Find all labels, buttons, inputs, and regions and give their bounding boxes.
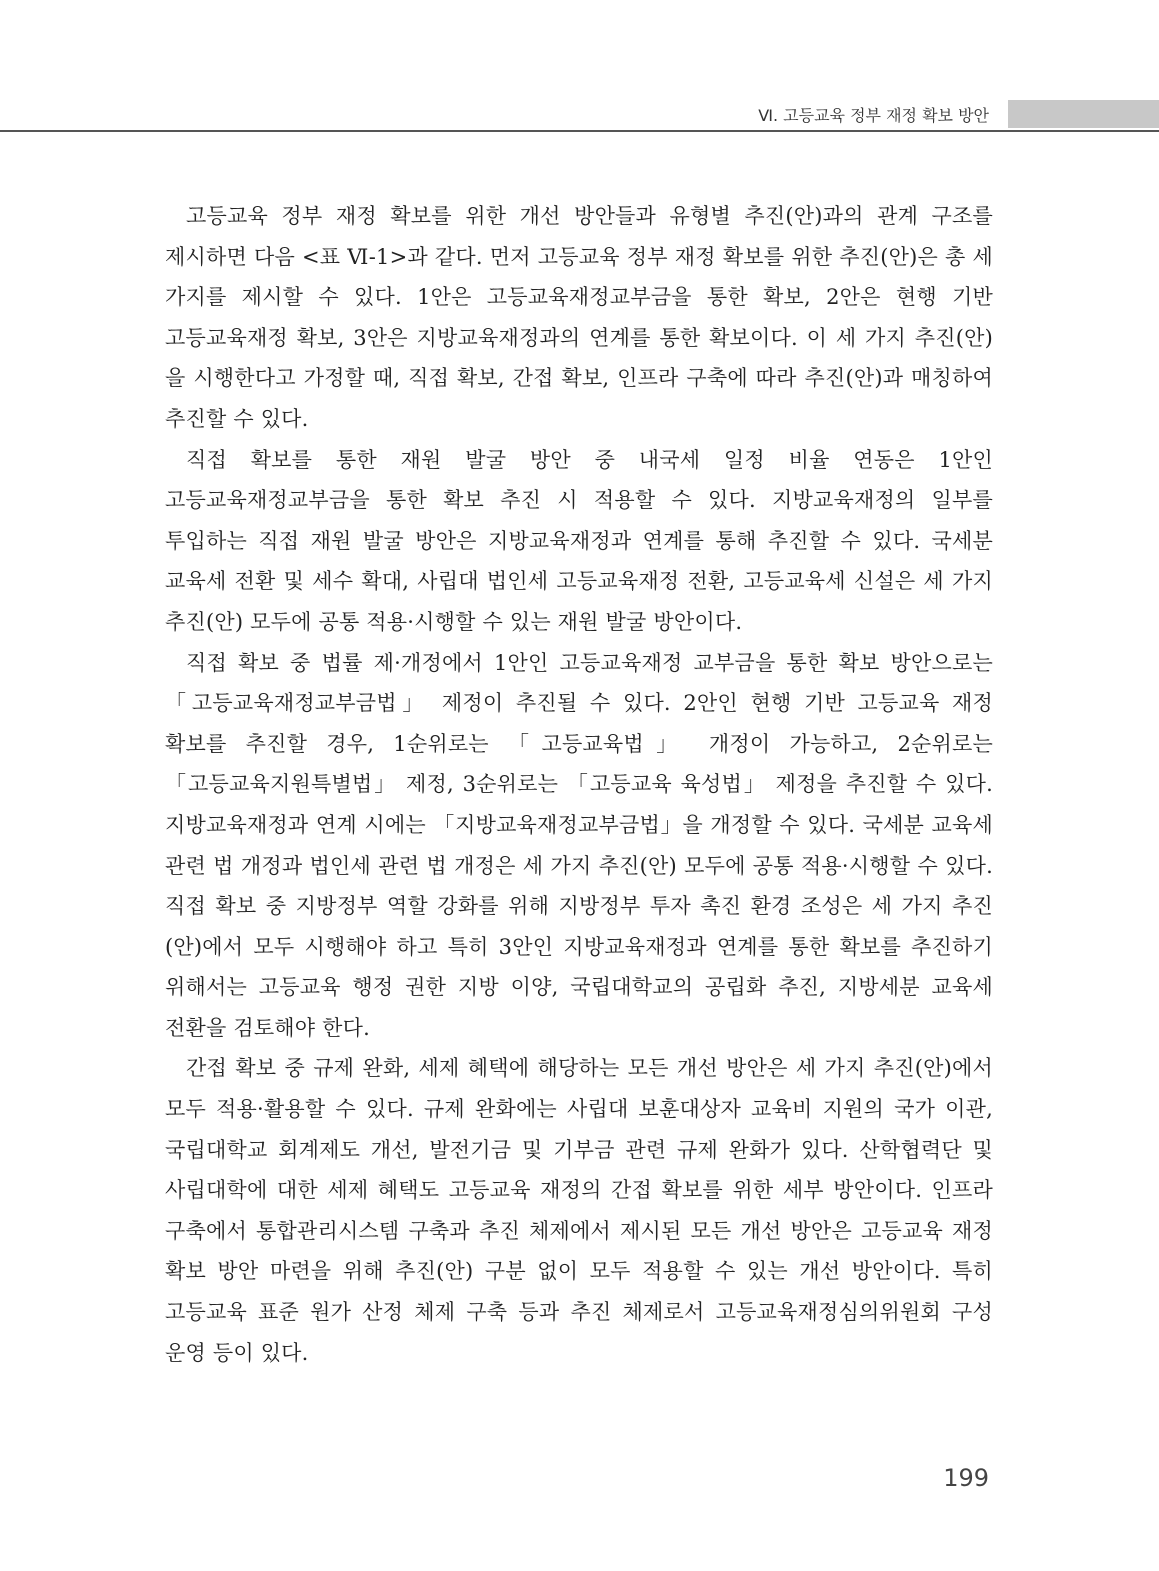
body-text [165, 196, 993, 1373]
paragraph: 고등교육 정부 재정 확보를 위한 개선 방안들과 유형별 추진(안)과의 관계 구조를 제시하면 다음 <표 Ⅵ-1>과 같다. 먼저 고등교육 정부 재정 확보를 위한 추진(안)은 총 세 가지를 제시할 수 있다. 1안은 고등교육재정교부금을 통한 확보, 2안은 현행 기반 고등교육재정 확보, 3안은 지방교육재정과의 연계를 통한 확보이다. 이 세 가지 추진(안)을 시행한다고 가정할 때, 직접 확보, 간접 확보, 인프라 구축에 따라 추진(안)과 매칭하여 추진할 수 있다. [165, 204, 993, 431]
paragraph: 간접 확보 중 규제 완화, 세제 혜택에 해당하는 모든 개선 방안은 세 가지 추진(안)에서 모두 적용·활용할 수 있다. 규제 완화에는 사립대 보훈대상자 교육비 지원의 국가 이관, 국립대학교 회계제도 개선, 발전기금 및 기부금 관련 규제 완화가 있다. 산학협력단 및 사립대학에 대한 세제 혜택도 고등교육 재정의 간접 확보를 위한 세부 방안이다. 인프라 구축에서 통합관리시스템 구축과 추진 체제에서 제시된 모든 개선 방안은 고등교육 재정 확보 방안 마련을 위해 추진(안) 구분 없이 모두 적용할 수 있는 개선 방안이다. 특히 고등교육 표준 원가 산정 체제 구축 등과 추진 체제로서 고등교육재정심의위원회 구성 운영 등이 있다. [165, 1056, 993, 1365]
page-number: 199 [943, 1464, 989, 1492]
running-header [0, 98, 1159, 134]
paragraph: 직접 확보를 통한 재원 발굴 방안 중 내국세 일정 비율 연동은 1안인 고등교육재정교부금을 통한 확보 추진 시 적용할 수 있다. 지방교육재정의 일부를 투입하는 직접 재원 발굴 방안은 지방교육재정과 연계를 통해 추진할 수 있다. 국세분 교육세 전환 및 세수 확대, 사립대 법인세 고등교육재정 전환, 고등교육세 신설은 세 가지 추진(안) 모두에 공통 적용·시행할 수 있는 재원 발굴 방안이다. [165, 447, 993, 634]
header-tab-block [1008, 100, 1159, 128]
paragraph: 직접 확보 중 법률 제·개정에서 1안인 고등교육재정 교부금을 통한 확보 방안으로는 「고등교육재정교부금법」 제정이 추진될 수 있다. 2안인 현행 기반 고등교육 재정 확보를 추진할 경우, 1순위로는 「고등교육법」 개정이 가능하고, 2순위로는 「고등교육지원특별법」 제정, 3순위로는 「고등교육 육성법」 제정을 추진할 수 있다. 지방교육재정과 연계 시에는 「지방교육재정교부금법」을 개정할 수 있다. 국세분 교육세 관련 법 개정과 법인세 관련 법 개정은 세 가지 추진(안) 모두에 공통 적용·시행할 수 있다. 직접 확보 중 지방정부 역할 강화를 위해 지방정부 투자 촉진 환경 조성은 세 가지 추진(안)에서 모두 시행해야 하고 특히 3안인 지방교육재정과 연계를 통한 확보를 추진하기 위해서는 고등교육 행정 권한 지방 이양, 국립대학교의 공립화 추진, 지방세분 교육세 전환을 검토해야 한다. [165, 650, 993, 1040]
chapter-title: Ⅵ. 고등교육 정부 재정 확보 방안 [758, 106, 989, 125]
header-rule [0, 130, 1159, 132]
